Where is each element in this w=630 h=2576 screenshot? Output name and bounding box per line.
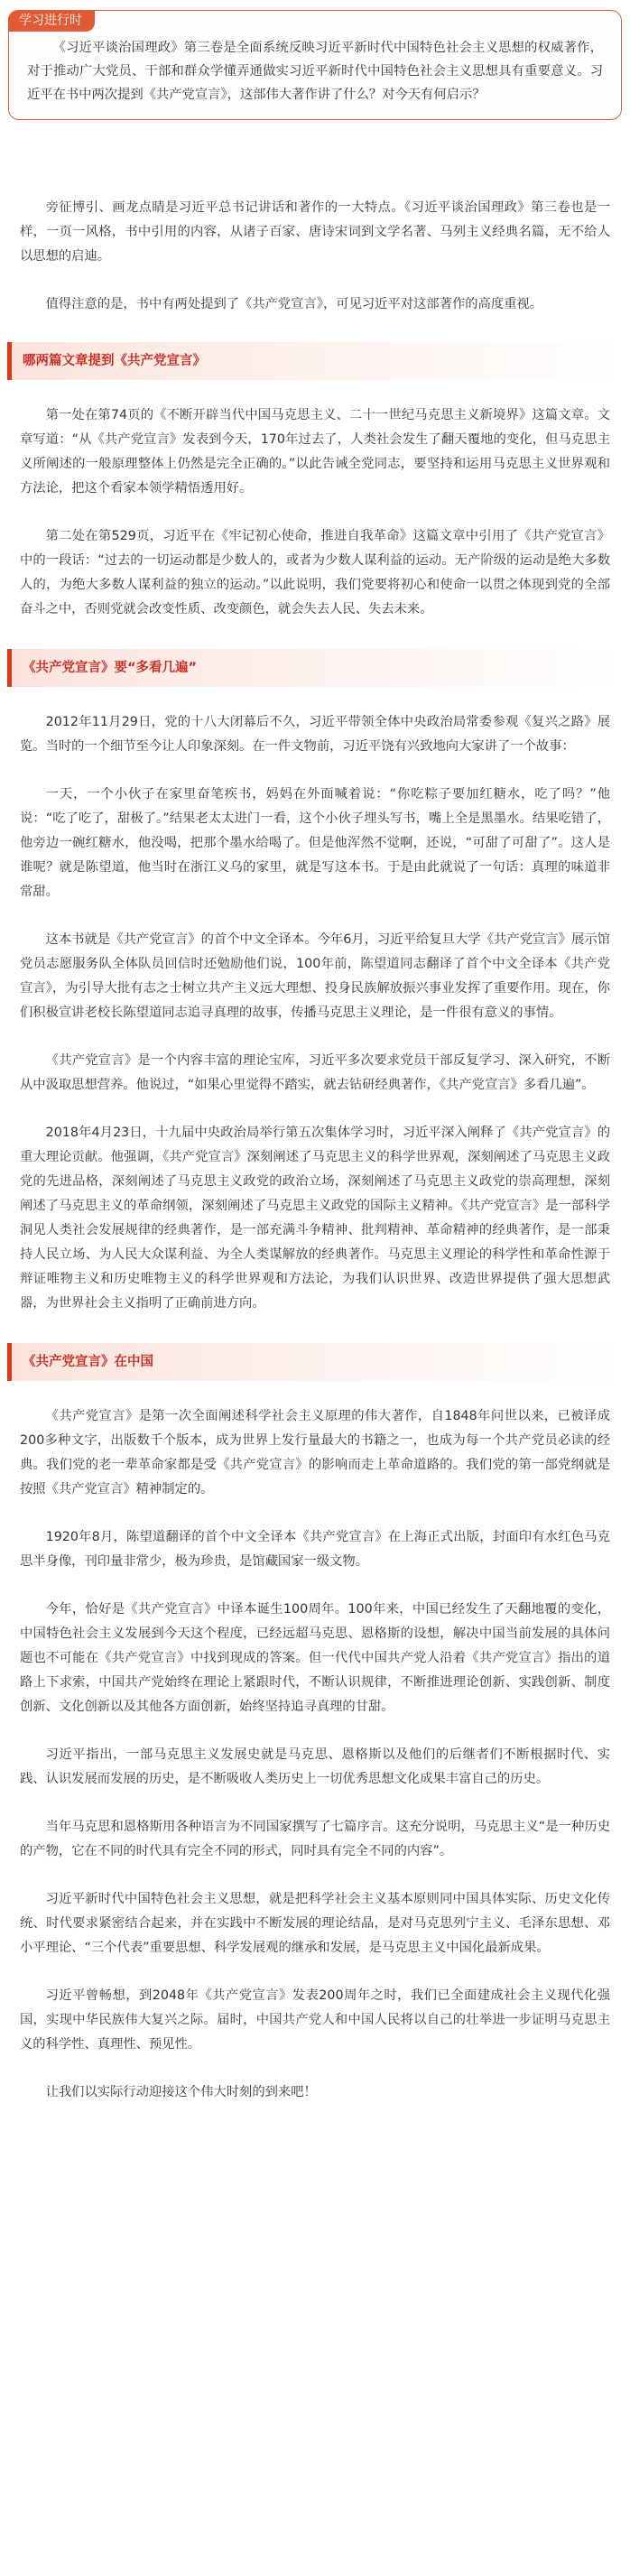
lead-paragraph: 旁征博引、画龙点睛是习近平总书记讲话和著作的一大特点。《习近平谈治国理政》第三卷也是一样，一页一风格，书中引用的内容，从诸子百家、唐诗宋词到文学名著、马列主义经典名篇，无不给人以思想的启迪。 [20, 200, 610, 264]
body-paragraph: 习近平新时代中国特色社会主义思想，就是把科学社会主义基本原则同中国具体实际、历史文化传统、时代要求紧密结合起来，并在实践中不断发展的理论结晶，是对马克思列宁主义、毛泽东思想、邓小平理论、“三个代表”重要思想、科学发展观的继承和发展，是马克思主义中国化最新成果。 [20, 1892, 610, 1955]
body-paragraph: 一天，一个小伙子在家里奋笔疾书，妈妈在外面喊着说：“你吃粽子要加红糖水，吃了吗？”他说：“吃了吃了，甜极了。”结果老太太进门一看，这个小伙子埋头写书，嘴上全是黑墨水。结果吃错了，他旁边一碗红糖水，他没喝，把那个墨水给喝了。但是他浑然不觉啊，还说，“可甜了可甜了”。这人是谁呢？就是陈望道，他当时在浙江义乌的家里，就是写这本书。于是由此就说了一句话：真理的味道非常甜。 [20, 787, 610, 899]
closing-line: 让我们以实际行动迎接这个伟大时刻的到来吧！ [45, 2085, 317, 2099]
section-heading: 《共产党宣言》在中国 [7, 1343, 623, 1381]
body-paragraph: 《共产党宣言》是第一次全面阐述科学社会主义原理的伟大著作，自1848年问世以来，已被译成200多种文字，出版数千个版本，成为世界上发行量最大的书籍之一，也成为每一个共产党员必读的经典。我们党的老一辈革命家都是受《共产党宣言》的影响而走上革命道路的。我们党的第一部党纲就是按照《共产党宣言》精神制定的。 [20, 1409, 610, 1496]
section-heading: 《共产党宣言》要“多看几遍” [7, 649, 623, 687]
body-paragraph: 这本书就是《共产党宣言》的首个中文全译本。今年6月，习近平给复旦大学《共产党宣言》展示馆党员志愿服务队全体队员回信时还勉励他们说，100年前，陈望道同志翻译了首个中文全译本《共产党宣言》，为引导大批有志之士树立共产主义远大理想、投身民族解放振兴事业发挥了重要作用。现在，你们积极宣讲老校长陈望道同志追寻真理的故事，传播马克思主义理论，是一件很有意义的事情。 [20, 932, 610, 1020]
body-paragraph: 今年，恰好是《共产党宣言》中译本诞生100周年。100年来，中国已经发生了天翻地覆的变化，中国特色社会主义发展到今天这个程度，已经远超马克思、恩格斯的设想，解决中国当前发展的具体问题也不可能在《共产党宣言》中找到现成的答案。但一代代中国共产党人沿着《共产党宣言》指出的道路上下求索，中国共产党始终在理论上紧跟时代，不断认识规律，不断推进理论创新、实践创新、制度创新、文化创新以及其他各方面创新，始终坚持追寻真理的甘甜。 [20, 1602, 610, 1714]
body-paragraph: 《共产党宣言》是一个内容丰富的理论宝库，习近平多次要求党员干部反复学习、深入研究，不断从中汲取思想营养。他说过，“如果心里觉得不踏实，就去钻研经典著作，《共产党宣言》多看几遍”。 [20, 1053, 610, 1092]
body-paragraph: 2018年4月23日，十九届中央政治局举行第五次集体学习时，习近平深入阐释了《共产党宣言》的重大理论贡献。他强调，《共产党宣言》深刻阐述了马克思主义的科学世界观，深刻阐述了马克思主义政党的先进品格，深刻阐述了马克思主义政党的政治立场，深刻阐述了马克思主义政党的崇高理想，深刻阐述了马克思主义的革命纲领，深刻阐述了马克思主义政党的国际主义精神。《共产党宣言》是一部科学洞见人类社会发展规律的经典著作，是一部充满斗争精神、批判精神、革命精神的经典著作，是一部秉持人民立场、为人民大众谋利益、为全人类谋解放的经典著作。马克思主义理论的科学性和革命性源于辩证唯物主义和历史唯物主义的科学世界观和方法论，为我们认识世界、改造世界提供了强大思想武器，为世界社会主义指明了正确前进方向。 [20, 1126, 610, 1311]
body-paragraph: 2012年11月29日，党的十八大闭幕后不久，习近平带领全体中央政治局常委参观《复兴之路》展览。当时的一个细节至今让人印象深刻。在一件文物前，习近平饶有兴致地向大家讲了一个故事： [20, 715, 610, 754]
intro-box [8, 10, 622, 120]
body-paragraph: 第一处在第74页的《不断开辟当代中国马克思主义、二十一世纪马克思主义新境界》这篇文章。文章写道：“从《共产党宣言》发表到今天，170年过去了，人类社会发生了翻天覆地的变化，但马克思主义所阐述的一般原理整体上仍然是完全正确的。”以此告诫全党同志，要坚持和运用马克思主义世界观和方法论，把这个看家本领学精悟透用好。 [20, 408, 610, 496]
intro-text: 《习近平谈治国理政》第三卷是全面系统反映习近平新时代中国特色社会主义思想的权威著作，对于推动广大党员、干部和群众学懂弄通做实习近平新时代中国特色社会主义思想具有重要意义。习近平在书中两次提到《共产党宣言》，这部伟大著作讲了什么？对今天有何启示？ [27, 41, 603, 102]
intro-tag: 学习进行时 [8, 10, 95, 32]
body-paragraph: 当年马克思和恩格斯用各种语言为不同国家撰写了七篇序言。这充分说明，马克思主义“是一种历史的产物，它在不同的时代具有完全不同的形式，同时具有完全不同的内容”。 [20, 1820, 610, 1858]
body-paragraph: 1920年8月，陈望道翻译的首个中文全译本《共产党宣言》在上海正式出版，封面印有水红色马克思半身像，刊印量非常少，极为珍贵，是馆藏国家一级文物。 [20, 1530, 610, 1569]
section-heading: 哪两篇文章提到《共产党宣言》 [7, 342, 623, 380]
body-paragraph: 习近平曾畅想，到2048年《共产党宣言》发表200周年之时，我们已全面建成社会主义现代化强国，实现中华民族伟大复兴之际。届时，中国共产党人和中国人民将以自己的壮举进一步证明马克思主义的科学性、真理性、预见性。 [20, 1988, 610, 2052]
body-paragraph: 习近平指出，一部马克思主义发展史就是马克思、恩格斯以及他们的后继者们不断根据时代、实践、认识发展而发展的历史，是不断吸收人类历史上一切优秀思想文化成果丰富自己的历史。 [20, 1747, 610, 1786]
lead-paragraph: 值得注意的是，书中有两处提到了《共产党宣言》，可见习近平对这部著作的高度重视。 [45, 297, 543, 311]
body-paragraph: 第二处在第529页，习近平在《牢记初心使命，推进自我革命》这篇文章中引用了《共产党宣言》中的一段话：“过去的一切运动都是少数人的，或者为少数人谋利益的运动。无产阶级的运动是绝大多数人的，为绝大多数人谋利益的独立的运动。”以此说明，我们党要将初心和使命一以贯之体现到党的全部奋斗之中，否则党就会改变性质、改变颜色，就会失去人民、失去未来。 [20, 529, 610, 616]
